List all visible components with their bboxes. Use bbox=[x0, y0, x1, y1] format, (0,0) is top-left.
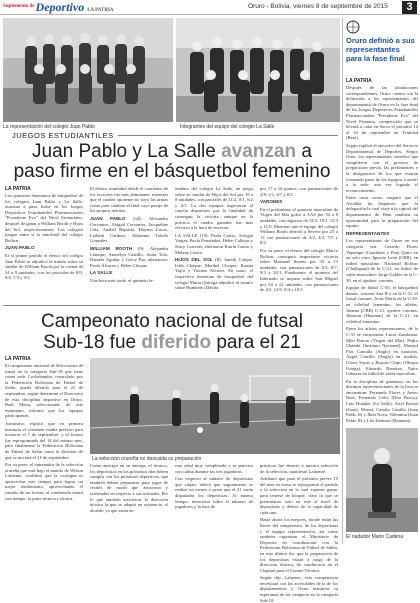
story2-column-1: El campeonato nacional de Selecciones de futsal en la categoría Sub-18 que tiene como sede Cochabamba, controlado por la Federación Boliviana de Fútbol de Salón, queda diferido para el 21 de septiembre, según determinó el Directorio de esta disciplina deportiva en Oruro. Raúl Mena, seleccionado de este estamento, informó que los equipos participantes. Asimismo, explicó que en primera instancia el certamen estaba previsto para iniciarse el 7 de septiembre, y el fixture fue reprogramado del 14 del mismo mes, para finalmente la Federación Boliviana de Fútbol de Salón tomó la decisión de que se iniciará el 21 de septiembre. Por su parte, el entrenador de la selección orureña que está bajo el mando de Wilson Lafuente, confirmó que la consigna es aprovechar este tiempo para lograr un mejor rendimiento, aprovechando el cambio de las fechas, el combinado estará con tiempo, la parte técnica y táctica. bbox=[5, 363, 83, 501]
story2-column-4: prácticas fue deserto a nuestra selección de la selección, manifestó Lafuente. Adelantó que para el próximo jueves 15 del mes en curso se reprogramó el partido a la selección en la cual esperan ganar, para tenerse de bloque, claro lo que se presentaron solo en este al nivel de deportistas y dentro de la capacidad de cada uno. Hasta ahora los mejores, donde están las llaves del campeonato, de los deportistas y el equipo representación, así como también organizan el Ministerio de Deportes en coordinación con la Federación Boliviana de Fútbol de Salón, en este último fin, que la preparación de los deportistas estará a cargo de la dirección técnica, de conducción en el Chaparé para el Comité Técnico. Según dijo Lafuente, esta competencia necesitará con las actividades de la de los departamentos y Oruro mantiene su esperanza de ser campeón en la categoría Sub-18. bbox=[260, 463, 338, 603]
page-header bbox=[0, 0, 420, 15]
story1-column-1: Los quintetos femeninos de básquetbol de los colegios Juan Pablo y La Salle, avanzan a paso firme en los Juegos Deportivos Estudiantiles Plurinacionales "Presidente Evo" del Nivel Secundario, después de ganar a William Booth y Hijos del Sol, respectivamente. Los colegios juegan entre sí la semifinal del colegio Bolívar. JUAN PABLO El el primer partido el elenco del colegio Juan Pablo se adjudicó el triunfo sobre su similar de William Booth por la cuenta de 34 a 9 unidades, con los parciales de 8/0, 9/0, 7/3 y 9/2. bbox=[5, 193, 83, 281]
sidebar-byline: LA PATRIA bbox=[346, 78, 372, 84]
photo2-caption: Integrantes del equipo del colegio La Salle bbox=[180, 124, 275, 130]
story1-column-3: menino del colegio La Salle, en juego sobre su similar de Hijos del Sol por 19 a 8 unidades, con parciales de 11/2, 0/1, 6/2 y 2/3. La dos equipos ingresaron al cancha dispuestos por la finalidad de conseguir la victoria, aunque en la práctica el cuadro ganador fue más efectivo a la hora de encestar. LA SALLE (19): Paola Castro, Sologia Vargas, Paola Fernández, Helen Callejas y Stacy Carreras; alternaron Katrin Castro y Melany Castro. HIJOS DEL SOL (8): Janeth Colque, Ivith Choque, Maribel Choque, Karina Yujra y Yuvana Alvarez. En tanto, el respectivo femenino de básquetbol del colegio María Quiroga adjudicó el triunfo sobre Humberto Dávila bbox=[175, 186, 253, 291]
sidebar-body: Después de las tabulaciones correspondientes, Oruro cuenta con la definición a los representantes del departamento de Oruro en la fase final de los Juegos Deportivos Estudiantiles Plurinacionales "Presidente Evo" del Nivel Primaria, competición que se llevará a cabo en Sucre el próximo 12 al 16 de septiembre en Trinidad (Beni). Según explicó el ejecutivo del Servicio Departamental de Deportes, Sergio Ortiz, los representantes orureños que cumplieron con el proceso de preparación previo, las preliminares y la designación de los que estarán formando parte de los equipos a asistir a la sede, una vez logrado el reconocimiento. Entre otras cosas, aseguró que el Alcaldía ha dispuesto que la delegación la cual viaje a la capital del departamento de Beni también su oportunidad para la preparación del equipo. REPRESENTANTES Los representantes de Oruro en esa categoría son: Gerardo Flores Yupanqui (Cuadrado y Pan) Quito en un solo vaso, Ignacio León (CBB), en fútbol masculino: Nacional Bolivar (Challapata) de la C-21, en fútbol de salón masculino: Jorge Galdós de la C-30, en el ajedrez: varones. Equipo de fútbol C-30, el básquetbol damas, varones Ana B y en la C-31, el futsal varones. Jesús María de la U-29, en vóleibol femenino, los atletas: Jimena (CBB) C-21, ajedrez varones; Jhonson (Huanuni) de la C-21, en vóleibol femenino. Entre los atletas representantes, de la C-31 se encuentran: Lucía Zambrana, Milo Batron (Virgen del Mar), Pedro Chambi (Instituto Nacional), Marisol Flor Cantalla (Anglo) en natación, Ángel Castillo (Anglo) en triatlón, Ulises Sayas y Brayan Chipo (Obispo Ortega), Eduardo Ramírez, Naira Cabezas en fútbol de salón masculino. En la disciplina de gimnasia, en las distintas representaciones de la lista se encuentran: Fernando Flores y Javier Ruiz, Fernando Celis (Don Bosco), Luis Huiaber (La Salle), Ariel Bernal (Juan), Mariel, Camila Castillo (Juan Pablo II) y Jhon Nova, Valentina (Juan Pablo II) y Lila Johnson (Huanuni). bbox=[346, 85, 418, 423]
story2-column-3: esta edad muy completado y se practica con calma durante las tres jugadoras. Con respecto al número de deportistas que viajan, indicó que seguramente se realizó un torneo a pesar que el 21 serán disputadas los deportistas. Al mismo tiempo, mencionó sobre el número de jugadores y la lista de bbox=[175, 463, 253, 510]
sidebar-headline: Oruro definió a sus representantes para la fase final bbox=[346, 36, 415, 63]
photo-la-salle-team bbox=[176, 18, 340, 122]
story1-column-4: por 17 a 16 puntos, con puntuaciones de 2/8, 3/1, 4/7 y 8/2. VARONES En el preliminar, el quinteto masculino de Virgen del Mar goleó a AAS por 52 a 8 unidades, con registros de 12/3, 18/1, 13/3 y 11/0. Mientras que el equipo del colegio William Booth derrotó a Severo por 25 a 13 con puntuaciones de 4/2, 4/2, 7/5 y 8/2. Por su parte, el elenco del colegio Marco Bolívar consiguió importante victoria sobre Marianel Suarez por 33 a 13 unidades, con puntuaciones de 5/2, 8/7, 9/3 y 10/1. Finalmente, el quinteto del Internado se impuso sobre San Miguel por 34 a 12 unidades, con puntuaciones de 4/2, 12/6, 8/4 y 10/1. bbox=[260, 186, 338, 293]
dateline: Oruro - Bolivia, viernes 8 de septiembre de 2015 bbox=[248, 3, 388, 10]
story1-byline: LA PATRIA bbox=[5, 186, 31, 192]
photo-futsal-caption: La selección orureña no descuida su preparación bbox=[92, 456, 202, 462]
masthead-logo: $^{Suplemento de}$Deportivo LA PATRIA bbox=[3, 0, 114, 14]
story1-kicker: JUEGOS ESTUDIANTILES bbox=[12, 131, 114, 140]
photo-juan-pablo-team bbox=[3, 18, 173, 122]
page-number: 3 bbox=[402, 1, 417, 14]
story1-headline: Juan Pablo y La Salle avanzan a paso firme en el básquetbol femenino bbox=[13, 141, 331, 182]
photo-swimmer bbox=[346, 428, 418, 532]
kicker-rule bbox=[118, 135, 338, 136]
photo1-caption: La representación del colegio Juan Pablo bbox=[3, 124, 95, 130]
story2-byline: LA PATRIA bbox=[5, 356, 31, 362]
section-divider bbox=[3, 305, 340, 306]
sidebar bbox=[343, 18, 420, 546]
story2-headline: Campeonato nacional de futsal Sub-18 fue diferido para el 21 bbox=[41, 311, 303, 353]
photo-futsal-training bbox=[90, 358, 340, 454]
ball-icon bbox=[346, 20, 360, 34]
sidebar-photo-caption: El nadador Mario Cadena bbox=[346, 534, 403, 540]
story1-column-2: El elenco triunfador desde el comienzo de los acciones fue más dominante, mientras que el cuadro oponente no tuvo las armas como para cambiar el final cuyo pasaje de los propios méritos. JUAN PABLO (34): Alexandra Cervantes, Abigail Cervantes, Jacqueline Cala, Anabel Baptista, Dayana Lucas, Lizbeth Cardero, Alkimme Toledo Gonzales. WILLIAM BOOTH (9): Alejandra Llanque, Anaselyn Castillo, Anita Tola, Daniela Aguilar y Grecy Paz, alternaron: Paola Álvarez y Helen Choque. LA SALLE Una hora más tarde, el quinteto fe- bbox=[90, 186, 168, 283]
story2-column-2: Como anticipó en su entrega, el técnico, los deportistas en los próximos días deben cumplir con los próximos deportivos, que también deben prepararse para jugar de rivales de modo que asistieron y orientados en respecto a sus actitudes. Por lo que también asistieron, la dirección técnica la que se adaptó en asistencia, el alcalde, ya que están en bbox=[90, 463, 168, 513]
